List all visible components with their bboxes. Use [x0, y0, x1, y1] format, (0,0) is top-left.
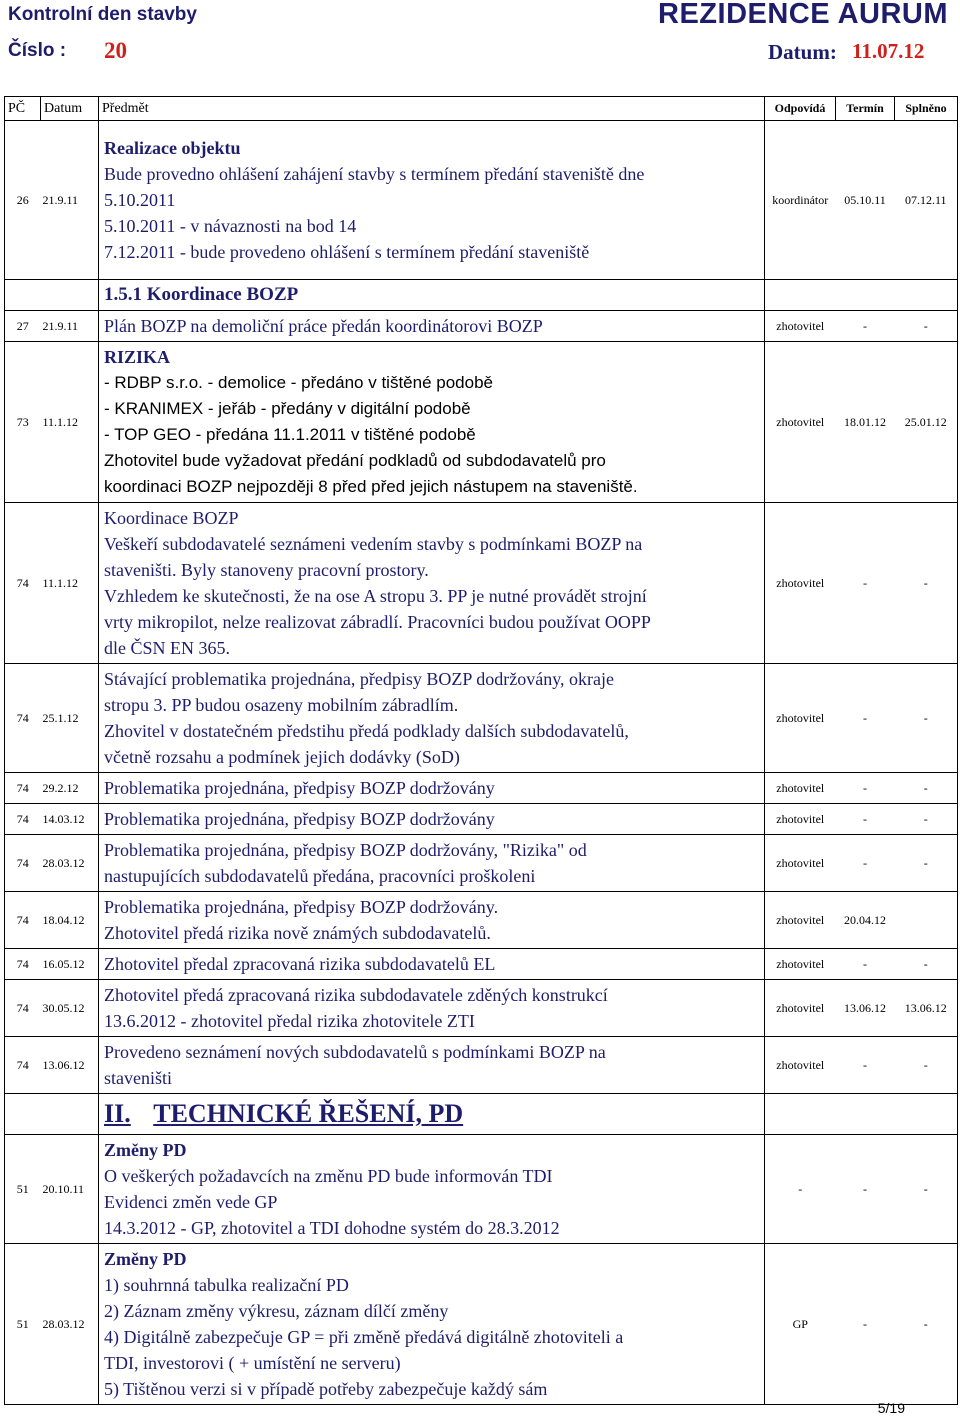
row-date: 13.06.12	[41, 1037, 99, 1094]
row-subject: Zhotovitel předal zpracovaná rizika subdodavatelů EL	[99, 949, 765, 980]
row-responsible: zhotovitel	[765, 342, 836, 503]
row-pc: 74	[5, 892, 41, 949]
row-line: nastupujících subdodavatelů předána, pracovníci proškoleni	[104, 866, 536, 886]
row-line: Provedeno seznámení nových subdodavatelů s podmínkami BOZP na	[104, 1042, 606, 1062]
table-row	[5, 342, 958, 503]
row-responsible: zhotovitel	[765, 503, 836, 664]
row-subject: Problematika projednána, předpisy BOZP dodržovány	[99, 773, 765, 804]
row-pc: 27	[5, 311, 41, 342]
row-pc: 74	[5, 773, 41, 804]
row-line: Stávající problematika projednána, předpisy BOZP dodržovány, okraje	[104, 669, 615, 689]
row-pc: 26	[5, 121, 41, 280]
row-responsible: zhotovitel	[765, 835, 836, 892]
section-number: II.	[104, 1099, 131, 1128]
section-row	[5, 280, 958, 311]
row-done: 25.01.12	[895, 342, 958, 503]
row-line: Problematika projednána, předpisy BOZP dodržovány, "Rizika" od	[104, 840, 587, 860]
table-row	[5, 949, 958, 980]
row-pc: 74	[5, 503, 41, 664]
row-line: Zhotovitel předá rizika nově známých subdodavatelů.	[104, 923, 491, 943]
row-term: -	[836, 1037, 895, 1094]
table-row	[5, 1135, 958, 1244]
row-line: Bude provedno ohlášení zahájení stavby s termínem předání staveniště dne	[104, 164, 645, 184]
meeting-log-table	[4, 96, 958, 1405]
row-responsible: zhotovitel	[765, 311, 836, 342]
row-done: -	[895, 1037, 958, 1094]
row-line: koordinaci BOZP nejpozději 8 před před jejich nástupem na staveniště.	[104, 477, 638, 496]
table-row	[5, 664, 958, 773]
row-line: Evidenci změn vede GP	[104, 1192, 278, 1212]
row-date: 14.03.12	[41, 804, 99, 835]
row-responsible: zhotovitel	[765, 773, 836, 804]
table-row	[5, 311, 958, 342]
table-row	[5, 773, 958, 804]
row-pc: 74	[5, 804, 41, 835]
row-pc: 51	[5, 1135, 41, 1244]
row-responsible: zhotovitel	[765, 949, 836, 980]
row-date: 11.1.12	[41, 503, 99, 664]
row-date: 18.04.12	[41, 892, 99, 949]
row-line: O veškerých požadavcích na změnu PD bude informován TDI	[104, 1166, 553, 1186]
table-row	[5, 980, 958, 1037]
row-pc: 74	[5, 949, 41, 980]
row-done: -	[895, 804, 958, 835]
document-title: Kontrolní den stavby	[8, 4, 197, 25]
row-term: -	[836, 773, 895, 804]
row-title: Realizace objektu	[104, 138, 241, 158]
row-line: staveništi	[104, 1068, 172, 1088]
row-done: 13.06.12	[895, 980, 958, 1037]
col-header-predmet: Předmět	[99, 97, 765, 121]
row-date: 11.1.12	[41, 342, 99, 503]
row-responsible: zhotovitel	[765, 980, 836, 1037]
row-term: -	[836, 664, 895, 773]
row-term: -	[836, 1244, 895, 1405]
row-line: staveništi. Byly stanoveny pracovní prostory.	[104, 560, 429, 580]
row-date: 21.9.11	[41, 311, 99, 342]
row-date: 21.9.11	[41, 121, 99, 280]
row-title: Změny PD	[104, 1249, 187, 1269]
row-term: -	[836, 949, 895, 980]
row-title: Koordinace BOZP	[104, 508, 239, 528]
page-number: 5/19	[877, 1400, 905, 1416]
table-row	[5, 121, 958, 280]
col-header-splneno: Splněno	[895, 97, 958, 121]
row-line: dle ČSN EN 365.	[104, 638, 230, 658]
table-row	[5, 835, 958, 892]
row-date: 20.10.11	[41, 1135, 99, 1244]
row-term: 20.04.12	[836, 892, 895, 949]
section-title: TECHNICKÉ ŘEŠENÍ, PD	[153, 1099, 464, 1128]
table-header-row	[5, 97, 958, 121]
row-line: - KRANIMEX - jeřáb - předány v digitální podobě	[104, 399, 471, 418]
col-header-pc: PČ	[5, 97, 41, 121]
row-done: -	[895, 664, 958, 773]
col-header-termin: Termín	[836, 97, 895, 121]
row-responsible: -	[765, 1135, 836, 1244]
row-subject: Plán BOZP na demoliční práce předán koordinátorovi BOZP	[99, 311, 765, 342]
row-line: Veškeří subdodavatelé seznámeni vedením stavby s podmínkami BOZP na	[104, 534, 643, 554]
row-pc: 74	[5, 664, 41, 773]
row-line: - TOP GEO - předána 11.1.2011 v tištěné podobě	[104, 425, 476, 444]
row-line: 5.10.2011 - v návaznosti na bod 14	[104, 216, 357, 236]
row-subject	[99, 835, 765, 892]
row-subject	[99, 980, 765, 1037]
row-date: 29.2.12	[41, 773, 99, 804]
table-row	[5, 1244, 958, 1405]
number-label: Číslo :	[8, 40, 67, 61]
section-title: 1.5.1 Koordinace BOZP	[99, 280, 765, 311]
row-title: RIZIKA	[104, 347, 171, 367]
row-line: včetně rozsahu a podmínek jejich dodávky (SoD)	[104, 747, 460, 767]
row-pc: 73	[5, 342, 41, 503]
row-done: 07.12.11	[895, 121, 958, 280]
project-title: REZIDENCE AURUM	[658, 0, 948, 30]
row-pc: 74	[5, 835, 41, 892]
row-subject	[99, 1244, 765, 1405]
date-value: 11.07.12	[852, 39, 925, 63]
row-pc: 74	[5, 1037, 41, 1094]
row-line: 4) Digitálně zabezpečuje GP = při změně předává digitálně zhotoviteli a	[104, 1327, 624, 1347]
row-line: 2) Záznam změny výkresu, záznam dílčí změny	[104, 1301, 449, 1321]
date-label: Datum:	[768, 40, 837, 64]
row-line: Zhotovitel bude vyžadovat předání podkladů od subdodavatelů pro	[104, 451, 606, 470]
row-done: -	[895, 1135, 958, 1244]
row-title: Změny PD	[104, 1140, 187, 1160]
row-date: 28.03.12	[41, 835, 99, 892]
row-line: Vzhledem ke skutečnosti, že na ose A stropu 3. PP je nutné provádět strojní	[104, 586, 647, 606]
row-subject	[99, 503, 765, 664]
row-subject	[99, 1037, 765, 1094]
row-responsible: koordinátor	[765, 121, 836, 280]
row-done: -	[895, 949, 958, 980]
col-header-datum: Datum	[41, 97, 99, 121]
row-done: -	[895, 773, 958, 804]
row-line: Problematika projednána, předpisy BOZP dodržovány.	[104, 897, 499, 917]
row-subject	[99, 1135, 765, 1244]
table-row	[5, 1037, 958, 1094]
row-line: 5) Tištěnou verzi si v případě potřeby zabezpečuje každý sám	[104, 1379, 548, 1399]
row-date: 28.03.12	[41, 1244, 99, 1405]
row-term: 13.06.12	[836, 980, 895, 1037]
row-term: -	[836, 1135, 895, 1244]
row-line: vrty mikropilot, nelze realizovat zábradlí. Pracovníci budou používat OOPP	[104, 612, 651, 632]
row-term: 05.10.11	[836, 121, 895, 280]
row-line: 14.3.2012 - GP, zhotovitel a TDI dohodne systém do 28.3.2012	[104, 1218, 560, 1238]
row-responsible: zhotovitel	[765, 664, 836, 773]
row-line: 5.10.2011	[104, 190, 176, 210]
table-row	[5, 503, 958, 664]
row-pc: 51	[5, 1244, 41, 1405]
row-line: 13.6.2012 - zhotovitel předal rizika zhotovitele ZTI	[104, 1011, 475, 1031]
table-row	[5, 892, 958, 949]
table-row	[5, 804, 958, 835]
row-term: -	[836, 503, 895, 664]
row-line: Zhotovitel předá zpracovaná rizika subdodavatele zděných konstrukcí	[104, 985, 608, 1005]
row-date: 25.1.12	[41, 664, 99, 773]
number-value: 20	[104, 38, 127, 63]
row-subject	[99, 664, 765, 773]
row-term: -	[836, 835, 895, 892]
row-responsible: zhotovitel	[765, 1037, 836, 1094]
section-heading	[99, 1094, 765, 1135]
row-subject	[99, 342, 765, 503]
col-header-odpovida: Odpovídá	[765, 97, 836, 121]
row-line: 7.12.2011 - bude provedeno ohlášení s termínem předání staveniště	[104, 242, 590, 262]
row-term: -	[836, 804, 895, 835]
row-responsible: GP	[765, 1244, 836, 1405]
row-done	[895, 892, 958, 949]
row-done: -	[895, 835, 958, 892]
row-line: TDI, investorovi ( + umístění ne serveru)	[104, 1353, 401, 1373]
row-term: 18.01.12	[836, 342, 895, 503]
row-done: -	[895, 503, 958, 664]
row-date: 30.05.12	[41, 980, 99, 1037]
row-subject	[99, 121, 765, 280]
row-date: 16.05.12	[41, 949, 99, 980]
row-subject: Problematika projednána, předpisy BOZP dodržovány	[99, 804, 765, 835]
row-pc: 74	[5, 980, 41, 1037]
row-responsible: zhotovitel	[765, 804, 836, 835]
row-line: - RDBP s.r.o. - demolice - předáno v tištěné podobě	[104, 373, 493, 392]
row-term: -	[836, 311, 895, 342]
row-subject	[99, 892, 765, 949]
row-done: -	[895, 1244, 958, 1405]
row-done: -	[895, 311, 958, 342]
section-row	[5, 1094, 958, 1135]
row-line: stropu 3. PP budou osazeny mobilním zábradlím.	[104, 695, 459, 715]
row-line: Zhovitel v dostatečném předstihu předá podklady dalších subdodavatelů,	[104, 721, 629, 741]
row-line: 1) souhrnná tabulka realizační PD	[104, 1275, 349, 1295]
row-responsible: zhotovitel	[765, 892, 836, 949]
